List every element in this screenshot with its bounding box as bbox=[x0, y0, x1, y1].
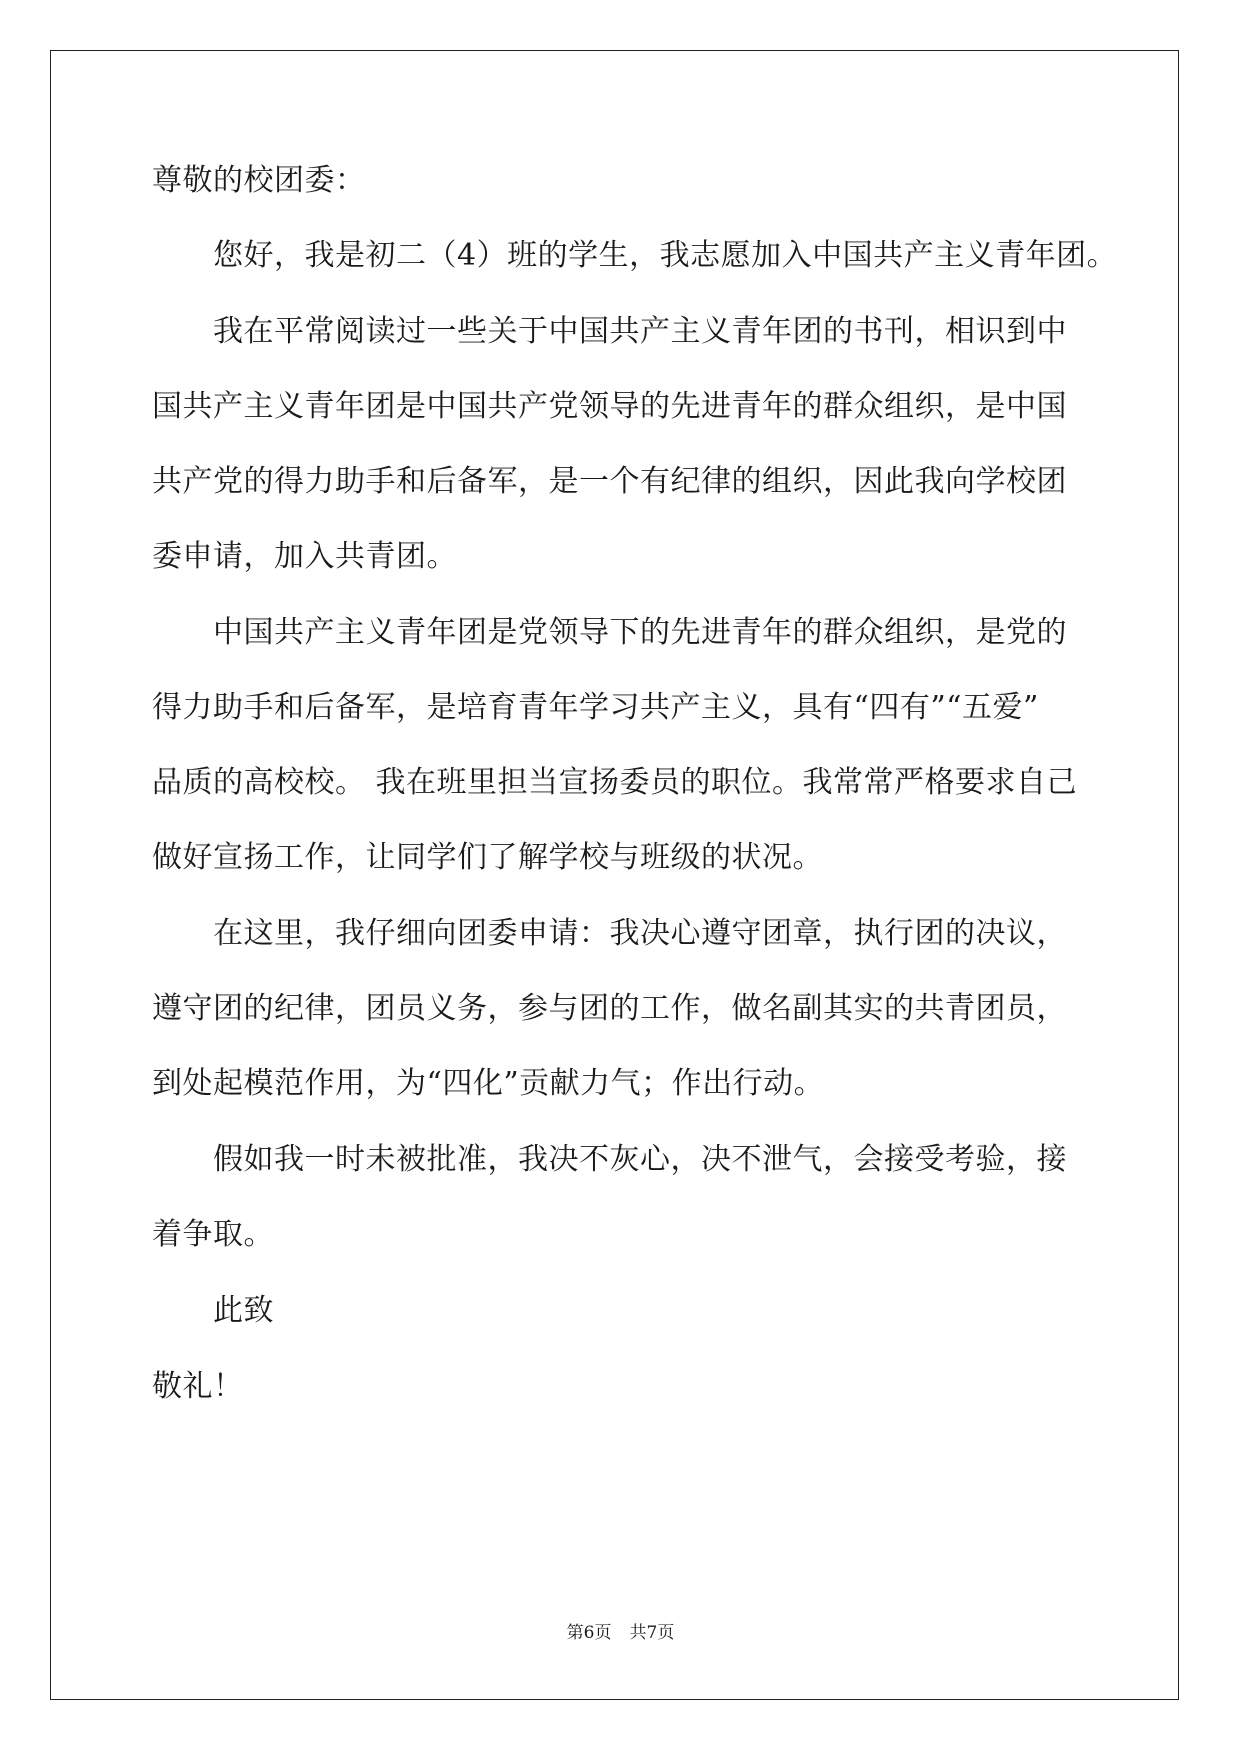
letter-body bbox=[152, 162, 1118, 1405]
paragraph-line: 得力助手和后备军，是培育青年学习共产主义，具有“四有”“五爱” bbox=[152, 690, 1039, 725]
paragraph-line: 做好宣扬工作，让同学们了解学校与班级的状况。 bbox=[152, 840, 823, 875]
paragraph-4 bbox=[152, 915, 1092, 1102]
paragraph-line: 到处起模范作用，为“四化”贡献力气；作出行动。 bbox=[152, 1066, 825, 1101]
paragraph-5 bbox=[152, 1141, 1092, 1253]
paragraph-line: 我在平常阅读过一些关于中国共产主义青年团的书刊，相识到中 bbox=[213, 314, 1067, 349]
paragraph-2 bbox=[152, 313, 1092, 575]
paragraph-line: 假如我一时未被批准，我决不灰心，决不泄气，会接受考验，接 bbox=[213, 1142, 1067, 1177]
page-number-current: 第6页 bbox=[566, 1623, 612, 1643]
paragraph-1 bbox=[152, 237, 1118, 274]
paragraph-line: 您好，我是初二（4）班的学生，我志愿加入中国共产主义青年团。 bbox=[213, 238, 1118, 273]
paragraph-line: 共产党的得力助手和后备军，是一个有纪律的组织，因此我向学校团 bbox=[152, 464, 1067, 499]
paragraph-line: 中国共产主义青年团是党领导下的先进青年的群众组织，是党的 bbox=[213, 615, 1067, 650]
paragraph-line: 品质的高校校。 我在班里担当宣扬委员的职位。我常常严格要求自己 bbox=[152, 765, 1078, 800]
closing-phrase: 此致 bbox=[213, 1293, 274, 1328]
paragraph-line: 在这里，我仔细向团委申请：我决心遵守团章，执行团的决议， bbox=[213, 916, 1067, 951]
paragraph-line: 委申请，加入共青团。 bbox=[152, 539, 457, 574]
paragraph-line: 国共产主义青年团是中国共产党领导的先进青年的群众组织，是中国 bbox=[152, 389, 1067, 424]
paragraph-line: 着争取。 bbox=[152, 1217, 274, 1252]
page-footer bbox=[0, 1618, 1241, 1643]
page-number-total: 共7页 bbox=[629, 1623, 675, 1643]
paragraph-3 bbox=[152, 614, 1092, 876]
paragraph-line: 遵守团的纪律，团员义务，参与团的工作，做名副其实的共青团员， bbox=[152, 991, 1067, 1026]
salutation: 尊敬的校团委： bbox=[152, 163, 366, 198]
signoff: 敬礼！ bbox=[152, 1369, 244, 1404]
